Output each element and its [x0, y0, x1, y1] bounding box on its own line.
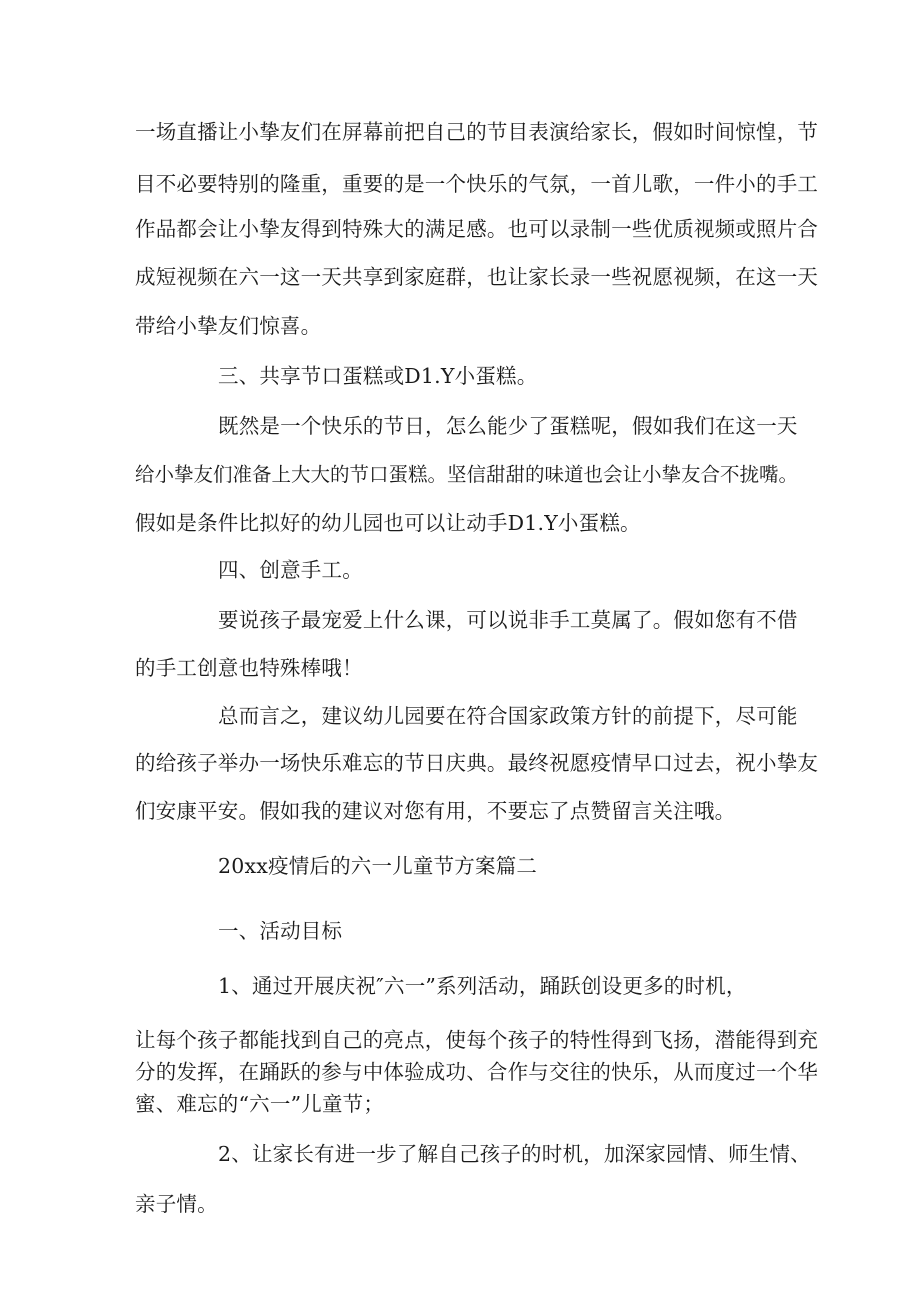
section-heading: 三、共享节口蛋糕或D1.Y小蛋糕。 — [218, 364, 538, 388]
paragraph-line: 既然是一个快乐的节日，怎么能少了蛋糕呢，假如我们在这一天 — [218, 414, 798, 438]
section-title: 20xx疫情后的六一儿童节方案篇二 — [218, 854, 538, 878]
paragraph-line: 蜜、难忘的“六一”儿童节； — [135, 1092, 385, 1116]
paragraph-line: 分的发挥，在踊跃的参与中体验成功、合作与交往的快乐，从而度过一个华 — [135, 1060, 819, 1084]
paragraph-line: 一场直播让小挚友们在屏幕前把自己的节目表演给家长，假如时间惊惶，节 — [135, 120, 819, 144]
paragraph-line: 带给小挚友们惊喜。 — [135, 314, 322, 338]
paragraph-line: 让每个孩子都能找到自己的亮点，使每个孩子的特性得到飞扬，潜能得到充 — [135, 1028, 819, 1052]
paragraph-line: 2、让家长有进一步了解自己孩子的时机，加深家园情、师生情、 — [218, 1142, 811, 1166]
paragraph-line: 亲子情。 — [135, 1192, 218, 1216]
paragraph-line: 目不必要特别的隆重，重要的是一个快乐的气氛，一首儿歌，一件小的手工 — [135, 172, 819, 196]
paragraph-line: 1、通过开展庆祝″六一”系列活动，踊跃创设更多的时机， — [218, 974, 747, 998]
paragraph-line: 给小挚友们准备上大大的节口蛋糕。坚信甜甜的味道也会让小挚友合不拢嘴。 — [135, 463, 799, 486]
paragraph-line: 的给孩子举办一场快乐难忘的节日庆典。最终祝愿疫情早口过去，祝小挚友 — [135, 751, 819, 775]
paragraph-line: 的手工创意也特殊棒哦！ — [135, 656, 363, 680]
paragraph-line: 作品都会让小挚友得到特殊大的满足感。也可以录制一些优质视频或照片合 — [135, 217, 819, 241]
paragraph-line: 们安康平安。假如我的建议对您有用，不要忘了点赞留言关注哦。 — [135, 799, 736, 823]
section-heading: 四、创意手工。 — [218, 558, 363, 582]
paragraph-line: 成短视频在六一这一天共享到家庭群，也让家长录一些祝愿视频，在这一天 — [135, 265, 819, 289]
paragraph-line: 总而言之，建议幼儿园要在符合国家政策方针的前提下，尽可能 — [218, 704, 798, 728]
section-heading: 一、活动目标 — [218, 919, 343, 943]
paragraph-line: 假如是条件比拟好的幼儿园也可以让动手D1.Y小蛋糕。 — [135, 511, 641, 535]
paragraph-line: 要说孩子最宠爱上什么课，可以说非手工莫属了。假如您有不借 — [218, 608, 798, 632]
